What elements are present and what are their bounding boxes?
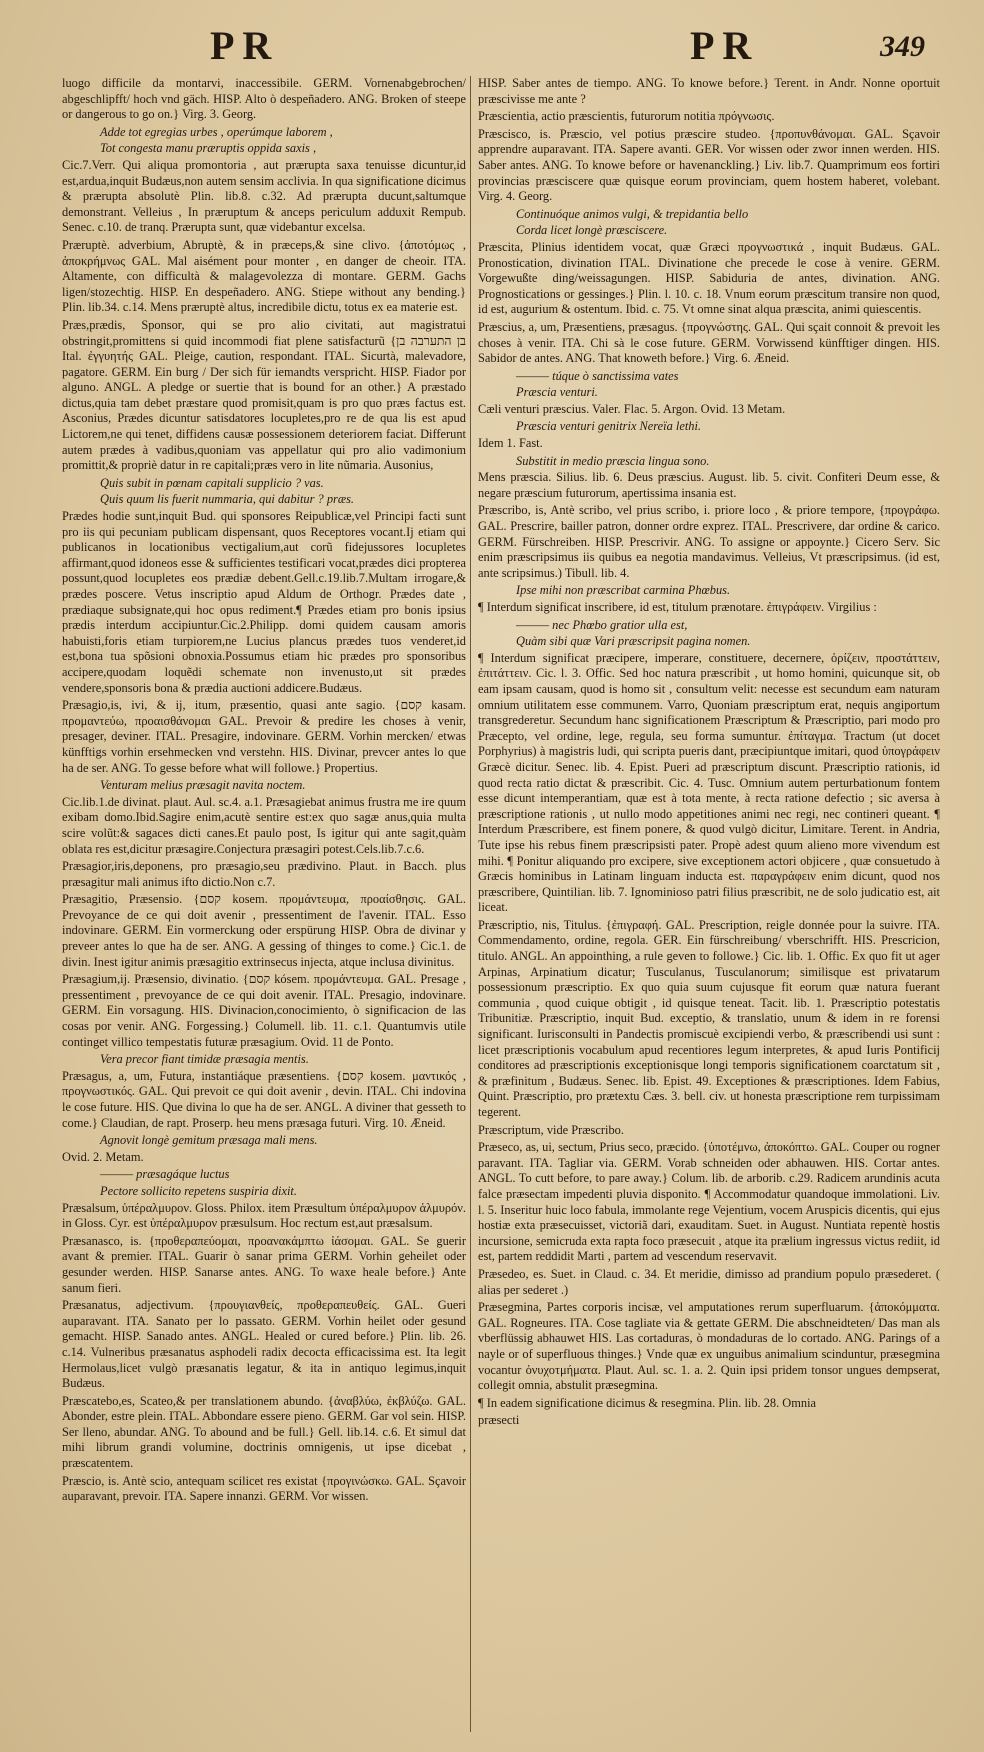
dictionary-entry: Præsagus, a, um, Futura, instantiáque præsentiens. {קסם kosem. μαντικός , προγνωστικός. GAL. Qui prevoit ce qui doit avenir , devin. ITAL. Chi indovina le cose future. HIS. Que divina lo que ha de ser. ANGL. A diviner that gesseth to come.} Claudian, de rapt. Proserp. heu mens præsaga futuri. Virg. 10. Æneid. bbox=[62, 1068, 466, 1130]
dictionary-entry: Præscius, a, um, Præsentiens, præsagus. {προγνώστης. GAL. Qui sçait connoit & prevoit les choses à venir. ITA. Chi sà le cose future. GERM. Vorwissend künfftiger dingen. HIS. Sabidor de antes. ANG. That knoweth before.} Virg. 6. Æneid. bbox=[478, 319, 940, 366]
left-column bbox=[62, 76, 466, 1734]
verse-quotation: Substitit in medio præscia lingua sono. bbox=[516, 453, 710, 468]
verse-quotation: Præscia venturi genitrix Nereïa lethi. bbox=[516, 419, 702, 434]
verse-quotation: ——— túque ò sanctissima vates bbox=[516, 368, 679, 383]
verse-quotation: Tot congesta manu præruptis oppida saxis , bbox=[100, 141, 317, 156]
citation-line: præsecti bbox=[478, 1413, 520, 1428]
dictionary-entry: ¶ Interdum significat præcipere, imperare, constituere, decernere, ὁρίζειν, προστάττειν, ἐπιτάττειν. Cic. l. 3. Offic. Sed hoc natura præscribit , ut homo homini, quicunque sit, ob eam ipsam causam, quod is homo sit , consultum velit: necesse est secundum eam naturam omnium utilitatem esse communem. Varro, Quoniam præscriptum erat, nequis angiportum transgrederetur. Secundum hanc significationem Præscriptum & Præscriptio, pari modo pro Præcepto, vel ordine, lege, regula, seu forma sumuntur. ἐπίταγμα. Tractum (ut docet Porphyrius) à magistris ludi, qui scripta pueris dant, præcipiuntque imitari, quod ὑπογράφειν Græcè dicitur. Senec. lib. 4. Epist. Pueri ad præscriptum discunt. Præscriptio rationis, id quod recta ratio dictat & præscribit. Cic. 4. Tusc. Omnium autem perturbationum fontem esse dicunt intemperantiam, quæ est à tota mente, à recta ratione defectio ; sic aversa à præscriptione rationis , ut nullo modo appetitiones animi nec regi, nec contineri queant. ¶ Interdum Præscribere, est finem ponere, & quod vulgò dicitur, Limitare. Terent. in Andria, Tute ipse his rebus finem præscripsisti pater. Propè adest quum alieno more vivendum est mihi. ¶ Ponitur aliquando pro excipere, sive exceptionem actori objicere , quæ consuetudo à Græcis hominibus in Latinam linguam inducta est. παραγράφειν enim dicunt, quod nos præscribere, Quintilian. lib. 7. Ignominioso patri filius præscribit, ne de solo judicatio est, ait liceat. bbox=[478, 650, 940, 915]
verse-quotation: Vera precor fiant timidæ præsagia mentis. bbox=[100, 1052, 309, 1067]
verse-quotation: Adde tot egregias urbes , operúmque laborem , bbox=[100, 124, 333, 139]
verse-quotation: Pectore sollicito repetens suspiria dixit. bbox=[100, 1183, 297, 1198]
dictionary-entry: Mens præscia. Silius. lib. 6. Deus præscius. August. lib. 5. civit. Confiteri Deum esse, & negare præscium futurorum, apertissima insania est. bbox=[478, 470, 940, 500]
dictionary-entry: Præscatebo,es, Scateo,& per translationem abundo. {ἀναβλύω, ἐκβλύζω. GAL. Abonder, estre plein. ITAL. Abbondare essere pieno. GERM. Gar vol sein. HISP. Ser lleno, abundar. ANG. To abound and be full.} Gell. lib.14. c.6. Et simul dat mihi librum grandi volumine, doctrinis omnigenis, ut ipse dicebat , præscatentem. bbox=[62, 1393, 466, 1471]
dictionary-entry: Præsegmina, Partes corporis incisæ, vel amputationes rerum superfluarum. {ἀποκόμματα. GAL. Rogneures. ITA. Cose tagliate via & gettate GERM. Die abschneidteten/ Das man als vberflüssig abhauwet HIS. Las cortaduras, ò mondaduras de lo cortado. ANG. Parings of a nayle or of superfluous thinges.} Vnde quæ ex unguibus animalium scinduntur, præsegmina vocantur ὀνυχοτμήματα. Plaut. Aul. sc. 1. a. 2. Quin ipsi pridem tonsor ungues dempserat, collegit omnia, abstulit præsegmina. bbox=[478, 1300, 940, 1393]
verse-quotation: Venturam melius præsagit navita noctem. bbox=[100, 778, 306, 793]
dictionary-entry: Præscisco, is. Præscio, vel potius præscire studeo. {προπυνθάνομαι. GAL. Sçavoir apprendre auparavant. ITA. Sapere avanti. GER. Vor wissen oder zwor innen werden. HIS. Saber antes. ANG. To knowe before or havenanckling.} Liv. lib.7. Quamprimum eos fortiri provincias præsciscere quæ quisque eorum provinciam, quem hostem haberet, volebant. Virg. 4. Georg. bbox=[478, 126, 940, 204]
verse-quotation: ——— præsagáque luctus bbox=[100, 1167, 230, 1182]
dictionary-entry: Præscientia, actio præscientis, futurorum notitia πρόγνωσις. bbox=[478, 109, 775, 124]
citation-line: Ovid. 2. Metam. bbox=[62, 1149, 144, 1164]
column-rule bbox=[470, 76, 471, 1732]
dictionary-entry: Præruptè. adverbium, Abruptè, & in præceps,& sine clivo. {ἀποτόμως , ἀποκρήμνως GAL. Mal aisément pour monter , en danger de cheoir. ITA. Altamente, con difficultà & malagevolezza di montare. GERM. Gachs ligen/stozechtig. HISP. En despeñadero. ANG. Stiepe without any bending.} Plin. lib.34. c.14. Mens præruptè altus, incredibile dictu, totus ex ea materie est. bbox=[62, 237, 466, 315]
dictionary-entry: Prædes hodie sunt,inquit Bud. qui sponsores Reipublicæ,vel Principi facti sunt pro iis qui pecuniam publicam dispensant, quos Receptores vocant.Ij etiam qui publicanos in locationibus vectigalium,aut corũ fidejussores locupletes affirmant,quod idoneos esse & sufficientes testificari vocat,prædes dici propterea possunt,quod locupletes eos prædiæ debent.Gell.c.19.lib.7.Multam irrogare,& prædes poscere. Vetus inscriptio apud Aldum de Orthogr. Prædes date , prædiaque subsignate,qui hoc opus rediment.¶ Prædes etiam pro bonis ipsius prædis interdum accipiuntur.Cic.2.Philipp. domi quidem causam amoris habuisti,foris etiam turpiorem,ne Lucius plancus prædes tuos venderet,id est,bona tua spõsioni obnoxia.Possumus etiam hic prædes pro sponsoribus accipere,quodam loquẽdi schemate non invenusto,ut sit prædes vendere,sponsoris bona & prædia auctioni addicere.Budæus. bbox=[62, 509, 466, 695]
dictionary-entry: Cæli venturi præscius. Valer. Flac. 5. Argon. Ovid. 13 Metam. bbox=[478, 401, 786, 416]
verse-quotation: Quis subit in pœnam capitali supplicio ? vas. bbox=[100, 475, 324, 490]
verse-quotation: Continuóque animos vulgi, & trepidantia bello bbox=[516, 206, 749, 221]
dictionary-entry: Præsagitio, Præsensio. {קסם kosem. προμάντευμα, προαίσθησις. GAL. Prevoyance de ce qui doit avenir , pressentiment de l'avenir. ITAL. Esso indovinare. GERM. Ein vormerckung oder erspürung HISP. Obra de divinar y preveer antes lo que ha de ser. ANG. A gessing of thinges to come.} Cic.1. de divin. Inest igitur animis præsagitio extrinsecus injecta, atque inclusa divinitus. bbox=[62, 892, 466, 969]
dictionary-entry: Præscriptio, nis, Titulus. {ἐπιγραφή. GAL. Prescription, reigle donnée pour la suivre. ITA. Commendamento, ordine, regola. GER. Ein fürschreibung/ vberschrifft. HIS. Prescricion, titulo. ANGL. An appointhing, a rule geven to followe.} Cic. lib. 1. Offic. Ex quo fit ut ager Arpinas, Arpinatium dicatur; Tusculanus, Tusculanorum; similisque est privatarum possessionum præscriptio. Ex quo quia suum cujusque fit eorum quæ natura fuerant communia , quod cuique obtigit , id quisque teneat. Tacit. lib. 1. Præscriptio potestatis Tribunitiæ. Præscriptio, inquit Bud. exceptio, & translatio, unum & idem in re forensi significant. Iurisconsulti in Pandectis promiscuè excipiendi verbo, & præscribendi usi sunt : licet præscriptionis vocabulum apud recentiores legum interpretes, & apud Iuris Pontificij conditores ad præscriptionis exceptionisque longi temporis significationem coarctatum sit , & præfinitum , Budæus. Senec. lib. Epist. 49. Exceptiones & præscriptiones. Idem Fabius, Quint. Præscriptio, pro prætextu Cæs. 3. bell. civ. ut honesta præscriptione rem turpissimam tegerent. bbox=[478, 917, 940, 1119]
verse-quotation: Præscia venturi. bbox=[516, 385, 598, 400]
dictionary-entry: Præsanatus, adjectivum. {προυγιανθείς, προθεραπευθείς. GAL. Gueri auparavant. ITA. Sanato per lo passato. GERM. Vorhin heilet oder gesund gemacht. HISP. Sanado antes. ANGL. Healed or cured before.} Plin. lib. 26. c.14. Vulneribus præsanatus asphodeli radix decocta efficacissima est. Ita legit Hermolaus,licet vulgò præsanatis legatur, & ita in antiquo legimus,inquit Budæus. bbox=[62, 1298, 466, 1391]
dictionary-entry: HISP. Saber antes de tiempo. ANG. To knowe before.} Terent. in Andr. Nonne oportuit præscivisse me ante ? bbox=[478, 76, 940, 106]
dictionary-entry: Præscita, Plinius identidem vocat, quæ Græci προγνωστικά , inquit Budæus. GAL. Pronostication, divination ITAL. Divinatione che precede le cose à venire. GERM. Vorgewußte ding/weissagungen. HISP. Sabiduria de antes, divination. ANG. Prognostications or gessinges.} Plin. l. 10. c. 18. Vnum eorum præscitum transire non quod, id est, augurium & ostentum. Ibid. c. 75. Vt omne sinat alqua præscita, animi quiescentis. bbox=[478, 239, 940, 317]
dictionary-entry: Præs,prædis, Sponsor, qui se pro alio civitati, aut magistratui obstringit,promittens si quid incommodi fiat plene satisfacturũ {בן התערבה בן Ital. ἐγγυητής GAL. Pleige, caution, respondant. ITAL. Sicurtà, malevadore, pagatore. GERM. Ein burg / Der sich für iemandts verspricht. HISP. Fiador por alguno. ANGL. A pledge or suertie that is bound for an other.} A præstado dictus,quia tam debet præstare quod promisit,quam is pro quo præs factus est. Asconius, Prædes dicuntur satisdatores locupletes,pro re de qua lis est apud Lictorem,ne qui tenet, diffidens causæ possessionem deteriorem faciat. Differunt autem prædes à vadibus,quoniam vas appellatur qui pro alio vadimonium promittit,& propriè datur in re capitali;præs vero in lite nũmaria. Ausonius, bbox=[62, 317, 466, 473]
verse-quotation: Ipse mihi non præscribat carmina Phœbus. bbox=[516, 583, 731, 598]
dictionary-entry: Cic.lib.1.de divinat. plaut. Aul. sc.4. a.1. Præsagiebat animus frustra me ire quum exibam domo.Ibid.Sagire enim,acutè sentire est:ex quo sagæ anus,quia multa scire volũt:& sagaces dicti canes.Et paulo post, Is igitur qui ante sagit,quàm oblata res est,dicitur præsagire.Conjectura præsagiri potest.Cels.lib.7.c.6. bbox=[62, 794, 466, 856]
dictionary-entry: Præscribo, is, Antè scribo, vel prius scribo, i. priore loco , & priore tempore, {προγράφω. GAL. Prescrire, bailler patron, donner ordre exprez. ITAL. Prescrivere, dar ordine & carico. GERM. Fürschreiben. HISP. Prescrivir. ANG. To assigne or appoynte.} Cicero Serv. Sic enim præscripsimus iis quibus ea negotia mandavimus. Velleius, Vt præscripsimus. (id est, ante scripsimus.) Tibull. lib. 4. bbox=[478, 503, 940, 580]
running-header bbox=[0, 22, 984, 72]
dictionary-entry: Cic.7.Verr. Qui aliqua promontoria , aut prærupta saxa tenuisse dicuntur,id est,ardua,inquit Budæus,non autem sensim acclivia. In qua significatione dicimus & prærupta absolutè Plin. lib.8. c.32. Ad prærupta ducunt,saltumque demonstrant. Velleius , In præruptum & anceps periculum adduxit Rempub. Senec. c.10. de tranq. Prærupta sunt, quæ videbantur excelsa. bbox=[62, 157, 466, 235]
dictionary-entry: Præsanasco, is. {προθεραπεύομαι, προανακάμπτω ἰάσομαι. GAL. Se guerir avant & premier. ITAL. Guarir ò sanar prima GERM. Vorhin geheilet oder gesunder werden. HISP. Sanarse antes. ANG. To waxe heale before.} Ante sanum fieri. bbox=[62, 1233, 466, 1295]
left-running-head: PR bbox=[210, 23, 280, 68]
dictionary-entry: ¶ Interdum significat inscribere, id est, titulum prænotare. ἐπιγράφειν. Virgilius : bbox=[478, 600, 877, 614]
dictionary-entry: Præsagium,ij. Præsensio, divinatio. {קסם kósem. προμάντευμα. GAL. Presage , pressentiment , prevoyance de ce qui doit avenir. ITAL. Presagio, indovinare. GERM. Ein vorsagung. HIS. Divinacion,conocimiento, ò significacion de las cosas por venir. ANG. Forgessing.} Columell. lib. 11. c.1. Quantumvis utile continget villico tempestatis futuræ præsagium. Ovid. 11 de Ponto. bbox=[62, 972, 466, 1049]
right-column bbox=[478, 76, 940, 1734]
verse-quotation: ——— nec Phœbo gratior ulla est, bbox=[516, 617, 688, 632]
dictionary-entry: Præsalsum, ὑπέραλμυρον. Gloss. Philox. item Præsultum ὑπέραλμυρον ἁλμυρόν. in Gloss. Cyr. est ὑπέραλμυρον præsulsum. Hoc rectum est,aut præsalsum. bbox=[62, 1200, 466, 1231]
dictionary-entry: Præsagior,iris,deponens, pro præsagio,seu prædivino. Plaut. in Bacch. plus præsagitur mali animus ifto dictio.Non c.7. bbox=[62, 859, 466, 889]
verse-quotation: Quis quum lis fuerit nummaria, qui dabitur ? præs. bbox=[100, 492, 355, 507]
dictionary-entry: Præscio, is. Antè scio, antequam scilicet res existat {προγινώσκω. GAL. Sçavoir auparavant, prevoir. ITA. Sapere innanzi. GERM. Vor wissen. bbox=[62, 1473, 466, 1504]
dictionary-entry: Præsedeo, es. Suet. in Claud. c. 34. Et meridie, dimisso ad prandium populo præsederet. ( alias per sederet .) bbox=[478, 1266, 940, 1297]
verse-quotation: Corda licet longè præsciscere. bbox=[516, 223, 668, 238]
right-running-head: PR bbox=[690, 23, 760, 68]
dictionary-entry: Præsagio,is, ivi, & ij, itum, præsentio, quasi ante sagio. {קסם kasam. προμαντεύω, προαισθάνομαι GAL. Prevoir & predire les choses à venir, presager, deviner. ITAL. Presagire, indovinare. GERM. Vorhin mercken/ etwas künfftigs vorhin ersehmecken vnd verstehn. HIS. Divinar, prevcer antes lo que ha de ser. ANG. To gesse before what will followe.} Propertius. bbox=[62, 698, 466, 775]
verse-quotation: Quàm sibi quæ Vari præscripsit pagina nomen. bbox=[516, 634, 751, 649]
citation-line: Idem 1. Fast. bbox=[478, 436, 543, 451]
dictionary-entry: ¶ In eadem significatione dicimus & resegmina. Plin. lib. 28. Omnia bbox=[478, 1395, 817, 1410]
page-number: 349 bbox=[880, 30, 925, 63]
dictionary-entry: luogo difficile da montarvi, inaccessibile. GERM. Vornenabgebrochen/ abgeschlipfft/ hoch vnd gäch. HISP. Alto ò despeñadero. ANG. Broken of steepe or dangerous to go on.} Virg. 3. Georg. bbox=[62, 76, 466, 122]
dictionary-entry: Præscriptum, vide Præscribo. bbox=[478, 1122, 624, 1137]
dictionary-entry: Præseco, as, ui, sectum, Prius seco, præcido. {ὑποτέμνω, ἀποκόπτω. GAL. Couper ou rogner paravant. ITA. Tagliar via. GERM. Vorab schneiden oder abhauwen. HIS. Cortar antes. ANGL. To cutt before, to pare away.} Colum. lib. de arborib. c.29. Radicem arundinis acuta falce præsectam impedenti pluvia disponito. ¶ Accommodatur quandoque immolationi. Liv. l. 5. Inseritur huic loco fabula, immolante rege Vejentium, vocem Aruspicis dicentis, qui ejus hostiæ exta præsecuisset, victoriã dari, exauditam. Suet. in August. Nuntiata repentè hostis incursione, semicruda exta rapta foco præsecuit , atque ita prælium ingressus victus rediit, id est, partem reddidit Marti , partem ad vescendum reservavit. bbox=[478, 1140, 940, 1264]
verse-quotation: Agnovit longè gemitum præsaga mali mens. bbox=[100, 1133, 318, 1148]
